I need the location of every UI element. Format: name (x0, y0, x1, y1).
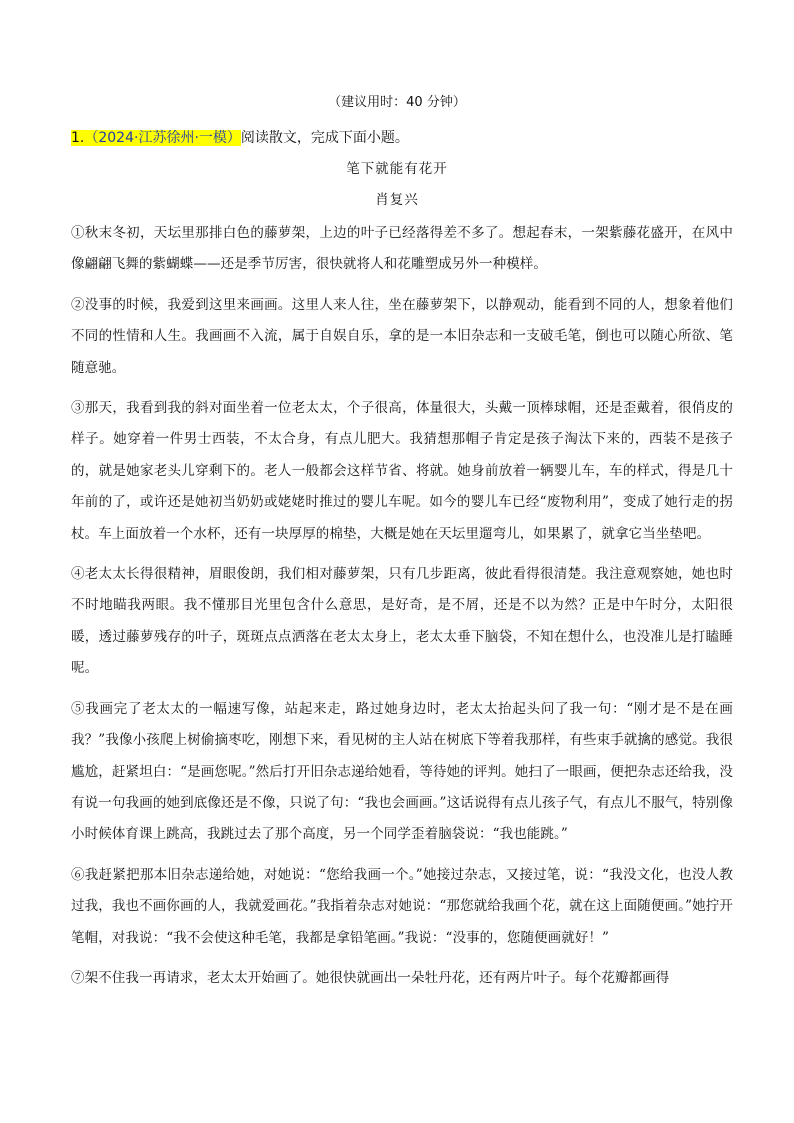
paragraph-2: ②没事的时候，我爱到这里来画画。这里人来人往，坐在藤萝架下，以静观动，能看到不同的人，想象着他们不同的性情和人生。我画画不入流，属于自娱自乐，拿的是一本旧杂志和一支破毛笔，倒也可以随心所欲、笔随意驰。 (71, 296, 733, 376)
question-number: 1. (71, 130, 85, 146)
article-author: 肖复兴 (375, 192, 419, 208)
paragraph-5: ⑤我画完了老太太的一幅速写像，站起来走，路过她身边时，老太太抬起头问了我一句：“刚才是不是在画我？”我像小孩爬上树偷摘枣吃，刚想下来，看见树的主人站在树底下等着我那样，有些束手就擒的感觉。我很尴尬，赶紧坦白：“是画您呢。”然后打开旧杂志递给她看，等待她的评判。她扫了一眼画，便把杂志还给我，没有说一句我画的她到底像还是不像，只说了句：“我也会画画。”这话说得有点儿孩子气，有点儿不服气，特别像小时候体育课上跳高，我跳过去了那个高度，另一个同学歪着脑袋说：“我也能跳。” (71, 700, 733, 843)
question-instruction: 阅读散文，完成下面小题。 (240, 130, 409, 146)
paragraph-1: ①秋末冬初，天坛里那排白色的藤萝架，上边的叶子已经落得差不多了。想起春末，一架紫藤花盛开，在风中像翩翩飞舞的紫蝴蝶——还是季节厉害，很快就将人和花雕塑成另外一种模样。 (71, 225, 733, 273)
article-body (71, 218, 733, 1003)
question-line (71, 128, 409, 148)
paragraph-4: ④老太太长得很精神，眉眼俊朗，我们相对藤萝架，只有几步距离，彼此看得很清楚。我注意观察她，她也时不时地瞄我两眼。我不懂那目光里包含什么意思，是好奇，是不屑，还是不以为然？正是中午时分，太阳很暖，透过藤萝残存的叶子，斑斑点点洒落在老太太身上，老太太垂下脑袋，不知在想什么，也没准儿是打瞌睡呢。 (71, 566, 733, 677)
question-tag (71, 130, 241, 146)
paragraph-6: ⑥我赶紧把那本旧杂志递给她，对她说：“您给我画一个。”她接过杂志，又接过笔，说：“我没文化，也没人教过我，我也不画你画的人，我就爱画花。”我指着杂志对她说：“那您就给我画个花，就在这上面随便画。”她拧开笔帽，对我说：“我不会使这种毛笔，我都是拿铅笔画。”我说：“没事的，您随便画就好！” (71, 866, 733, 946)
article-title: 笔下就能有花开 (346, 161, 448, 177)
paragraph-3: ③那天，我看到我的斜对面坐着一位老太太，个子很高，体量很大，头戴一顶棒球帽，还是歪戴着，很俏皮的样子。她穿着一件男士西装，不太合身，有点儿肥大。我猜想那帽子肯定是孩子淘汰下来的，西装不是孩子的，就是她家老头儿穿剩下的。老人一般都会这样节省、将就。她身前放着一辆婴儿车，车的样式，得是几十年前的了，或许还是她初当奶奶或姥姥时推过的婴儿车呢。如今的婴儿车已经“废物利用”，变成了她行走的拐杖。车上面放着一个水杯，还有一块厚厚的棉垫，大概是她在天坛里遛弯儿，如果累了，就拿它当坐垫吧。 (71, 400, 733, 542)
time-hint: （建议用时：40 分钟） (328, 95, 466, 110)
paragraph-7: ⑦架不住我一再请求，老太太开始画了。她很快就画出一朵牡丹花，还有两片叶子。每个花瓣都画得 (71, 969, 670, 986)
question-source: （2024·江苏徐州·一模） (84, 130, 241, 146)
